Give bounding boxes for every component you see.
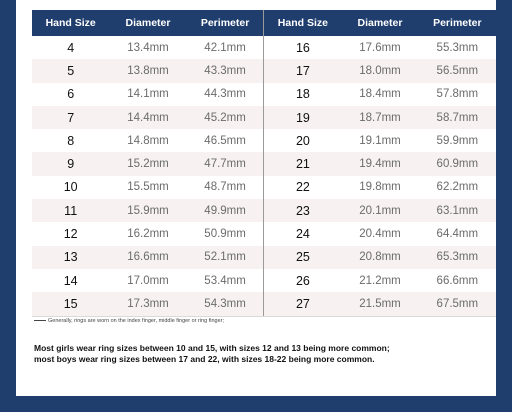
cell-perimeter-left: 53.4mm — [187, 269, 264, 292]
cell-perimeter-left: 46.5mm — [187, 129, 264, 152]
cell-perimeter-left: 49.9mm — [187, 199, 264, 222]
finger-note — [34, 318, 274, 325]
cell-size-left: 6 — [32, 83, 109, 106]
cell-perimeter-right: 65.3mm — [419, 246, 496, 269]
cell-perimeter-right: 59.9mm — [419, 129, 496, 152]
cell-diameter-right: 18.4mm — [341, 83, 418, 106]
cell-size-right: 27 — [264, 292, 341, 316]
cell-size-right: 17 — [264, 59, 341, 82]
cell-size-left: 5 — [32, 59, 109, 82]
cell-diameter-left: 14.4mm — [109, 106, 186, 129]
cell-size-left: 14 — [32, 269, 109, 292]
cell-size-left: 13 — [32, 246, 109, 269]
cell-diameter-right: 21.5mm — [341, 292, 418, 316]
cell-diameter-left: 15.2mm — [109, 152, 186, 175]
cell-perimeter-left: 42.1mm — [187, 36, 264, 59]
cell-size-left: 9 — [32, 152, 109, 175]
table-row — [32, 36, 496, 59]
finger-note-text: Generally, rings are worn on the index finger, middle finger or ring finger; — [48, 318, 224, 324]
cell-perimeter-left: 45.2mm — [187, 106, 264, 129]
cell-diameter-left: 14.1mm — [109, 83, 186, 106]
cell-size-right: 26 — [264, 269, 341, 292]
cell-diameter-right: 20.1mm — [341, 199, 418, 222]
cell-size-left: 8 — [32, 129, 109, 152]
table-row — [32, 152, 496, 175]
table-row — [32, 106, 496, 129]
header-hand-size-left: Hand Size — [32, 10, 109, 36]
cell-diameter-left: 16.2mm — [109, 222, 186, 245]
cell-perimeter-left: 44.3mm — [187, 83, 264, 106]
cell-perimeter-left: 48.7mm — [187, 176, 264, 199]
cell-diameter-right: 18.7mm — [341, 106, 418, 129]
header-diameter-right: Diameter — [341, 10, 418, 36]
cell-perimeter-right: 58.7mm — [419, 106, 496, 129]
header-diameter-left: Diameter — [109, 10, 186, 36]
cell-size-left: 4 — [32, 36, 109, 59]
table-row — [32, 222, 496, 245]
girls-note: Most girls wear ring sizes between 10 and 15, with sizes 12 and 13 being more common; — [34, 343, 390, 353]
header-perimeter-left: Perimeter — [187, 10, 264, 36]
cell-perimeter-right: 67.5mm — [419, 292, 496, 316]
cell-size-right: 20 — [264, 129, 341, 152]
table-row — [32, 129, 496, 152]
cell-size-right: 18 — [264, 83, 341, 106]
cell-size-right: 19 — [264, 106, 341, 129]
cell-perimeter-right: 62.2mm — [419, 176, 496, 199]
cell-size-left: 12 — [32, 222, 109, 245]
cell-size-left: 7 — [32, 106, 109, 129]
cell-diameter-right: 17.6mm — [341, 36, 418, 59]
table-row — [32, 199, 496, 222]
table-row — [32, 292, 496, 316]
cell-perimeter-left: 54.3mm — [187, 292, 264, 316]
table-body — [32, 36, 496, 316]
cell-diameter-right: 20.4mm — [341, 222, 418, 245]
cell-perimeter-right: 56.5mm — [419, 59, 496, 82]
cell-diameter-left: 13.4mm — [109, 36, 186, 59]
table-row — [32, 246, 496, 269]
cell-perimeter-right: 55.3mm — [419, 36, 496, 59]
header-hand-size-right: Hand Size — [264, 10, 341, 36]
cell-perimeter-right: 64.4mm — [419, 222, 496, 245]
cell-perimeter-right: 60.9mm — [419, 152, 496, 175]
boys-note: most boys wear ring sizes between 17 and 22, with sizes 18-22 being more common. — [34, 354, 375, 364]
cell-size-right: 22 — [264, 176, 341, 199]
cell-perimeter-right: 66.6mm — [419, 269, 496, 292]
cell-perimeter-right: 57.8mm — [419, 83, 496, 106]
table-row — [32, 176, 496, 199]
cell-diameter-left: 17.3mm — [109, 292, 186, 316]
cell-perimeter-left: 47.7mm — [187, 152, 264, 175]
cell-perimeter-right: 63.1mm — [419, 199, 496, 222]
table-header-row — [32, 10, 496, 36]
cell-diameter-right: 19.1mm — [341, 129, 418, 152]
table-row — [32, 269, 496, 292]
cell-diameter-right: 19.4mm — [341, 152, 418, 175]
size-recommendation-note — [34, 343, 494, 365]
header-perimeter-right: Perimeter — [419, 10, 496, 36]
cell-size-left: 15 — [32, 292, 109, 316]
cell-perimeter-left: 52.1mm — [187, 246, 264, 269]
cell-size-left: 11 — [32, 199, 109, 222]
cell-size-right: 23 — [264, 199, 341, 222]
table-row — [32, 83, 496, 106]
cell-diameter-left: 15.5mm — [109, 176, 186, 199]
cell-diameter-left: 15.9mm — [109, 199, 186, 222]
ring-size-table — [32, 10, 496, 317]
cell-perimeter-left: 50.9mm — [187, 222, 264, 245]
cell-diameter-right: 19.8mm — [341, 176, 418, 199]
cell-diameter-left: 16.6mm — [109, 246, 186, 269]
cell-diameter-right: 21.2mm — [341, 269, 418, 292]
note-rule — [34, 320, 46, 321]
table-row — [32, 59, 496, 82]
cell-size-left: 10 — [32, 176, 109, 199]
cell-size-right: 25 — [264, 246, 341, 269]
cell-diameter-right: 18.0mm — [341, 59, 418, 82]
cell-diameter-right: 20.8mm — [341, 246, 418, 269]
cell-diameter-left: 13.8mm — [109, 59, 186, 82]
cell-size-right: 21 — [264, 152, 341, 175]
cell-diameter-left: 17.0mm — [109, 269, 186, 292]
size-chart-card — [16, 0, 496, 396]
cell-diameter-left: 14.8mm — [109, 129, 186, 152]
cell-size-right: 16 — [264, 36, 341, 59]
cell-perimeter-left: 43.3mm — [187, 59, 264, 82]
cell-size-right: 24 — [264, 222, 341, 245]
